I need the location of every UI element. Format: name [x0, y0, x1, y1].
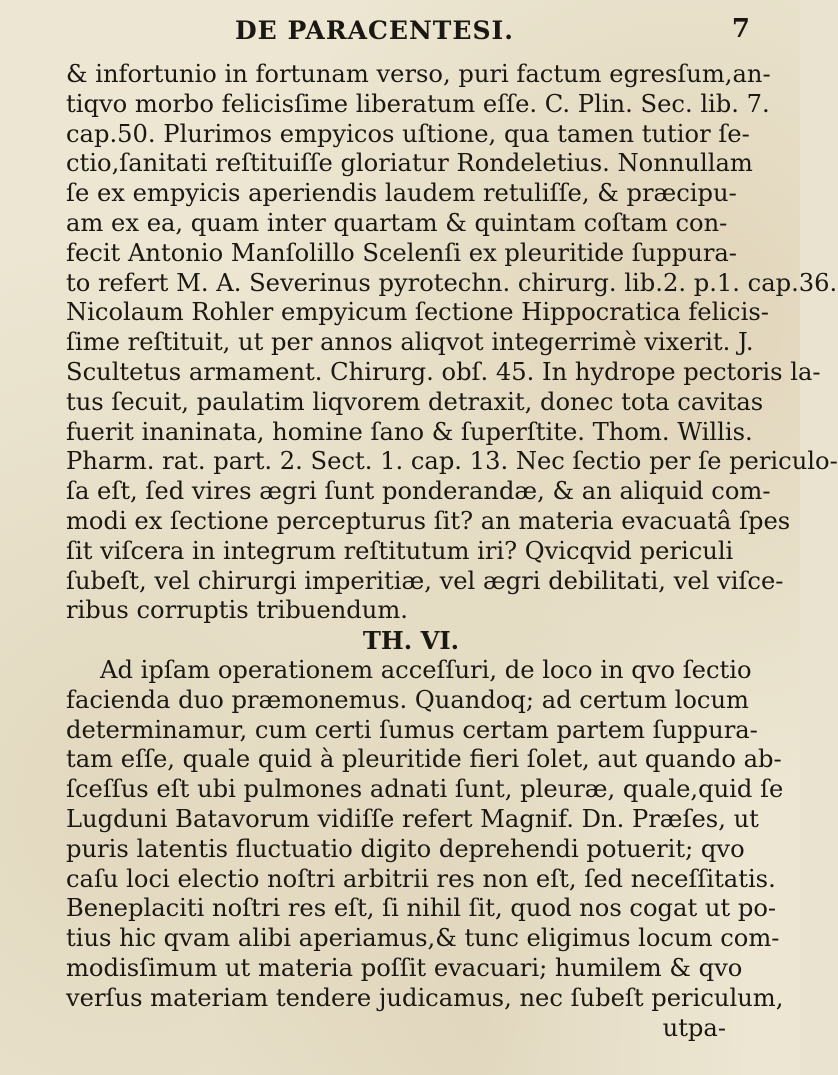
- text-line: tius hic qvam alibi aperiamus,& tunc eligimus locum com-: [66, 924, 780, 953]
- text-line: tus ſecuit, paulatim liqvorem detraxit, donec tota cavitas: [66, 387, 764, 416]
- running-head: DE PARACENTESI.: [235, 16, 514, 45]
- text-line: Nicolaum Rohler empyicum ſectione Hippocratica felicis-: [66, 298, 769, 327]
- text-line: fecit Antonio Manſolillo Scelenſi ex pleuritide ſuppura-: [66, 238, 737, 267]
- text-line: ctio,ſanitati reſtituiſſe gloriatur Rondeletius. Nonnullam: [66, 149, 753, 178]
- text-line: Lugduni Batavorum vidiſſe refert Magnif. Dn. Præſes, ut: [66, 804, 759, 833]
- text-line: ſime reſtituit, ut per annos aliqvot integerrimè vixerit. J.: [66, 328, 754, 357]
- text-line: facienda duo præmonemus. Quandoq; ad certum locum: [66, 685, 749, 714]
- body-text: [66, 60, 838, 1043]
- text-line: am ex ea, quam inter quartam & quintam coſtam con-: [66, 208, 728, 237]
- text-line: fuerit inaninata, homine ſano & ſuperſtite. Thom. Willis.: [66, 417, 753, 446]
- text-line: cap.50. Plurimos empyicos uſtione, qua tamen tutior ſe-: [66, 119, 750, 148]
- text-line: ſit viſcera in integrum reſtitutum iri? Qvicqvid periculi: [66, 536, 734, 565]
- page-mark: 7: [731, 14, 750, 44]
- text-line: puris latentis fluctuatio digito deprehendi potuerit; qvo: [66, 834, 745, 863]
- section-heading: TH. VI.: [362, 626, 460, 656]
- text-line: to refert M. A. Severinus pyrotechn. chirurg. lib.2. p.1. cap.36.: [66, 268, 838, 297]
- text-line: ſceſſus eſt ubi pulmones adnati ſunt, pleuræ, quale,quid ſe: [66, 775, 784, 804]
- text-line: Ad ipſam operationem acceſſuri, de loco in qvo ſectio: [100, 655, 752, 684]
- text-line: caſu loci electio noſtri arbitrii res non eſt, ſed neceſſitatis.: [66, 864, 776, 893]
- text-line: tiqvo morbo felicisſime liberatum eſſe. C. Plin. Sec. lib. 7.: [66, 89, 770, 118]
- text-line: ribus corruptis tribuendum.: [66, 596, 408, 625]
- catchword: utpa-: [662, 1013, 726, 1042]
- text-line: modi ex ſectione percepturus ſit? an materia evacuatâ ſpes: [66, 506, 791, 535]
- text-line: ſa eſt, ſed vires ægri ſunt ponderandæ, & an aliquid com-: [66, 477, 771, 506]
- text-line: & infortunio in fortunam verso, puri factum egresſum,an-: [66, 60, 771, 88]
- text-line: Beneplaciti noſtri res eſt, ſi nihil ſit, quod nos cogat ut po-: [66, 894, 777, 923]
- text-line: Scultetus armament. Chirurg. obſ. 45. In hydrope pectoris la-: [66, 357, 821, 386]
- text-line: verſus materiam tendere judicamus, nec ſubeſt periculum,: [66, 983, 784, 1012]
- text-line: ſe ex empyicis aperiendis laudem retuliſſe, & præcipu-: [66, 179, 737, 208]
- page-header: [60, 14, 750, 50]
- text-line: tam eſſe, quale quid à pleuritide fieri ſolet, aut quando ab-: [66, 745, 782, 774]
- text-line: Pharm. rat. part. 2. Sect. 1. cap. 13. Nec ſectio per ſe periculo-: [66, 447, 838, 476]
- text-line: determinamur, cum certi ſumus certam partem ſuppura-: [66, 715, 758, 744]
- text-line: ſubeſt, vel chirurgi imperitiæ, vel ægri debilitati, vel viſce-: [66, 566, 784, 595]
- text-line: modisſimum ut materia poſſit evacuari; humilem & qvo: [66, 953, 743, 982]
